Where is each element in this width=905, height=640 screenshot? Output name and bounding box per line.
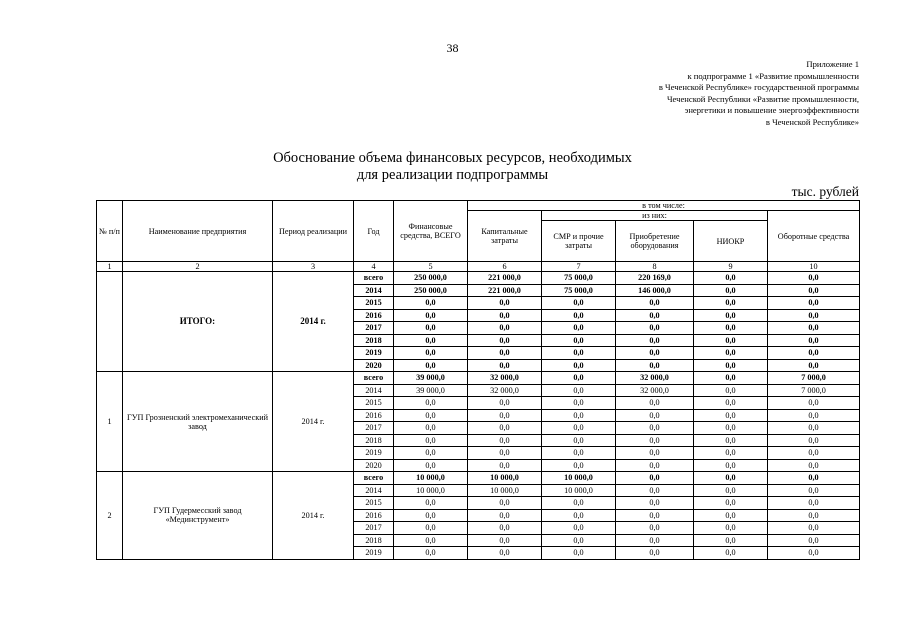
value-cell: 0,0 — [394, 509, 468, 522]
value-cell: 0,0 — [768, 397, 860, 410]
value-cell: 0,0 — [768, 547, 860, 560]
value-cell: 0,0 — [394, 534, 468, 547]
value-cell: 0,0 — [616, 522, 694, 535]
value-cell: 0,0 — [616, 397, 694, 410]
value-cell: 0,0 — [768, 284, 860, 297]
value-cell: 0,0 — [394, 434, 468, 447]
units-label: тыс. рублей — [791, 184, 859, 199]
value-cell: 146 000,0 — [616, 284, 694, 297]
column-number: 10 — [768, 262, 860, 272]
value-cell: 0,0 — [616, 347, 694, 360]
year-cell: всего — [354, 372, 394, 385]
page-number: 38 — [446, 41, 459, 55]
value-cell: 0,0 — [468, 447, 542, 460]
value-cell: 0,0 — [394, 547, 468, 560]
year-cell: 2015 — [354, 397, 394, 410]
value-cell: 250 000,0 — [394, 272, 468, 285]
value-cell: 0,0 — [394, 497, 468, 510]
value-cell: 0,0 — [542, 547, 616, 560]
value-cell: 0,0 — [394, 397, 468, 410]
year-cell: 2015 — [354, 297, 394, 310]
value-cell: 0,0 — [542, 522, 616, 535]
column-number: 2 — [123, 262, 273, 272]
value-cell: 0,0 — [468, 334, 542, 347]
year-cell: 2020 — [354, 359, 394, 372]
value-cell: 0,0 — [694, 359, 768, 372]
value-cell: 10 000,0 — [542, 484, 616, 497]
enterprise-name-cell: ГУП Гудермесский завод «Мединструмент» — [123, 472, 273, 560]
value-cell: 0,0 — [694, 484, 768, 497]
value-cell: 0,0 — [768, 272, 860, 285]
value-cell: 0,0 — [542, 397, 616, 410]
value-cell: 0,0 — [542, 322, 616, 335]
column-number: 3 — [273, 262, 354, 272]
header-niokr: НИОКР — [694, 221, 768, 262]
value-cell: 0,0 — [616, 359, 694, 372]
year-cell: 2017 — [354, 322, 394, 335]
year-cell: 2016 — [354, 409, 394, 422]
value-cell: 0,0 — [694, 334, 768, 347]
value-cell: 0,0 — [616, 534, 694, 547]
value-cell: 0,0 — [694, 497, 768, 510]
value-cell: 0,0 — [394, 459, 468, 472]
column-number: 6 — [468, 262, 542, 272]
value-cell: 0,0 — [542, 509, 616, 522]
value-cell: 0,0 — [768, 434, 860, 447]
value-cell: 0,0 — [768, 359, 860, 372]
value-cell: 0,0 — [468, 359, 542, 372]
value-cell: 0,0 — [468, 434, 542, 447]
header-year: Год — [354, 201, 394, 262]
header-capital: Капитальные затраты — [468, 211, 542, 262]
title-line-2: для реализации подпрограммы — [356, 167, 549, 183]
value-cell: 10 000,0 — [468, 484, 542, 497]
value-cell: 0,0 — [468, 459, 542, 472]
value-cell: 0,0 — [394, 522, 468, 535]
value-cell: 7 000,0 — [768, 384, 860, 397]
value-cell: 0,0 — [542, 297, 616, 310]
header-smr: СМР и прочие затраты — [542, 221, 616, 262]
value-cell: 0,0 — [394, 309, 468, 322]
appendix-line: к подпрограмме 1 «Развитие промышленности — [687, 70, 859, 81]
value-cell: 10 000,0 — [468, 472, 542, 485]
value-cell: 32 000,0 — [616, 372, 694, 385]
value-cell: 0,0 — [616, 309, 694, 322]
value-cell: 0,0 — [694, 284, 768, 297]
year-cell: 2017 — [354, 522, 394, 535]
year-cell: всего — [354, 272, 394, 285]
value-cell: 0,0 — [694, 434, 768, 447]
value-cell: 0,0 — [542, 422, 616, 435]
value-cell: 0,0 — [394, 422, 468, 435]
value-cell: 0,0 — [768, 522, 860, 535]
table-body — [97, 262, 860, 560]
period-cell: 2014 г. — [273, 472, 354, 560]
year-cell: 2018 — [354, 334, 394, 347]
enterprise-name-cell: ИТОГО: — [123, 272, 273, 372]
value-cell: 0,0 — [768, 309, 860, 322]
table-row — [97, 372, 860, 385]
value-cell: 0,0 — [468, 409, 542, 422]
header-including: в том числе: — [468, 201, 860, 211]
table-row — [97, 272, 860, 285]
column-number-row — [97, 262, 860, 272]
value-cell: 0,0 — [616, 497, 694, 510]
value-cell: 0,0 — [616, 484, 694, 497]
value-cell: 0,0 — [768, 447, 860, 460]
value-cell: 0,0 — [616, 547, 694, 560]
title-line-1: Обоснование объема финансовых ресурсов, необходимых — [273, 150, 632, 166]
value-cell: 0,0 — [616, 472, 694, 485]
value-cell: 0,0 — [768, 484, 860, 497]
value-cell: 0,0 — [694, 547, 768, 560]
value-cell: 32 000,0 — [468, 372, 542, 385]
value-cell: 32 000,0 — [616, 384, 694, 397]
value-cell: 0,0 — [542, 434, 616, 447]
value-cell: 10 000,0 — [542, 472, 616, 485]
value-cell: 0,0 — [468, 322, 542, 335]
value-cell: 0,0 — [468, 497, 542, 510]
period-cell: 2014 г. — [273, 372, 354, 472]
column-number: 4 — [354, 262, 394, 272]
column-number: 5 — [394, 262, 468, 272]
financial-table — [96, 200, 860, 560]
value-cell: 0,0 — [542, 497, 616, 510]
value-cell: 0,0 — [768, 472, 860, 485]
value-cell: 0,0 — [542, 347, 616, 360]
value-cell: 0,0 — [768, 334, 860, 347]
year-cell: 2018 — [354, 434, 394, 447]
value-cell: 0,0 — [394, 322, 468, 335]
value-cell: 0,0 — [542, 447, 616, 460]
table-row — [97, 472, 860, 485]
value-cell: 0,0 — [616, 409, 694, 422]
value-cell: 0,0 — [768, 509, 860, 522]
header-num: № п/п — [97, 201, 123, 262]
value-cell: 7 000,0 — [768, 372, 860, 385]
appendix-line: Чеченской Республики «Развитие промышленности, — [666, 93, 859, 104]
column-number: 8 — [616, 262, 694, 272]
value-cell: 0,0 — [468, 534, 542, 547]
year-cell: 2016 — [354, 309, 394, 322]
value-cell: 0,0 — [394, 347, 468, 360]
value-cell: 0,0 — [616, 322, 694, 335]
value-cell: 0,0 — [616, 459, 694, 472]
year-cell: 2019 — [354, 447, 394, 460]
year-cell: 2014 — [354, 284, 394, 297]
value-cell: 0,0 — [616, 297, 694, 310]
value-cell: 0,0 — [768, 422, 860, 435]
year-cell: 2014 — [354, 484, 394, 497]
period-cell: 2014 г. — [273, 272, 354, 372]
appendix-line: Приложение 1 — [806, 59, 859, 69]
year-cell: 2018 — [354, 534, 394, 547]
year-cell: 2020 — [354, 459, 394, 472]
value-cell: 0,0 — [616, 422, 694, 435]
value-cell: 0,0 — [694, 472, 768, 485]
value-cell: 0,0 — [394, 334, 468, 347]
value-cell: 0,0 — [542, 459, 616, 472]
value-cell: 0,0 — [542, 359, 616, 372]
value-cell: 0,0 — [468, 522, 542, 535]
value-cell: 0,0 — [694, 309, 768, 322]
value-cell: 0,0 — [694, 384, 768, 397]
value-cell: 10 000,0 — [394, 472, 468, 485]
value-cell: 0,0 — [468, 309, 542, 322]
value-cell: 0,0 — [542, 384, 616, 397]
column-number: 1 — [97, 262, 123, 272]
value-cell: 0,0 — [694, 522, 768, 535]
year-cell: 2016 — [354, 509, 394, 522]
value-cell: 0,0 — [694, 459, 768, 472]
header-equipment: Приобретение оборудования — [616, 221, 694, 262]
year-cell: 2014 — [354, 384, 394, 397]
column-number: 7 — [542, 262, 616, 272]
value-cell: 0,0 — [616, 434, 694, 447]
value-cell: 75 000,0 — [542, 272, 616, 285]
value-cell: 0,0 — [542, 534, 616, 547]
value-cell: 0,0 — [768, 297, 860, 310]
year-cell: 2019 — [354, 547, 394, 560]
value-cell: 0,0 — [468, 297, 542, 310]
year-cell: 2017 — [354, 422, 394, 435]
value-cell: 0,0 — [768, 347, 860, 360]
value-cell: 0,0 — [694, 372, 768, 385]
year-cell: всего — [354, 472, 394, 485]
header-period: Период реализации — [273, 201, 354, 262]
value-cell: 221 000,0 — [468, 284, 542, 297]
row-number-cell — [97, 272, 123, 372]
header-of-them: из них: — [542, 211, 768, 221]
value-cell: 0,0 — [468, 547, 542, 560]
value-cell: 0,0 — [768, 322, 860, 335]
value-cell: 0,0 — [616, 334, 694, 347]
column-number: 9 — [694, 262, 768, 272]
value-cell: 0,0 — [542, 309, 616, 322]
enterprise-name-cell: ГУП Грозненский электромеханический завод — [123, 372, 273, 472]
row-number-cell: 1 — [97, 372, 123, 472]
appendix-note — [659, 59, 859, 129]
value-cell: 0,0 — [694, 447, 768, 460]
value-cell: 0,0 — [768, 409, 860, 422]
year-cell: 2015 — [354, 497, 394, 510]
value-cell: 0,0 — [694, 322, 768, 335]
value-cell: 0,0 — [768, 497, 860, 510]
value-cell: 0,0 — [394, 409, 468, 422]
value-cell: 0,0 — [394, 359, 468, 372]
value-cell: 0,0 — [542, 409, 616, 422]
header-total: Финансовые средства, ВСЕГО — [394, 201, 468, 262]
value-cell: 0,0 — [616, 509, 694, 522]
value-cell: 250 000,0 — [394, 284, 468, 297]
value-cell: 0,0 — [694, 422, 768, 435]
value-cell: 0,0 — [694, 397, 768, 410]
value-cell: 0,0 — [394, 447, 468, 460]
value-cell: 0,0 — [694, 272, 768, 285]
header-working: Оборотные средства — [768, 211, 860, 262]
value-cell: 75 000,0 — [542, 284, 616, 297]
value-cell: 32 000,0 — [468, 384, 542, 397]
year-cell: 2019 — [354, 347, 394, 360]
value-cell: 0,0 — [694, 509, 768, 522]
value-cell: 0,0 — [542, 334, 616, 347]
value-cell: 221 000,0 — [468, 272, 542, 285]
appendix-line: в Чеченской Республике» государственной программы — [658, 82, 859, 93]
value-cell: 39 000,0 — [394, 384, 468, 397]
appendix-line: энергетики и повышение энергоэффективности — [684, 105, 859, 116]
value-cell: 0,0 — [768, 534, 860, 547]
header-name: Наименование предприятия — [123, 201, 273, 262]
value-cell: 39 000,0 — [394, 372, 468, 385]
appendix-line: в Чеченской Республике» — [765, 116, 859, 127]
value-cell: 0,0 — [542, 372, 616, 385]
value-cell: 0,0 — [468, 509, 542, 522]
value-cell: 0,0 — [394, 297, 468, 310]
value-cell: 0,0 — [468, 347, 542, 360]
value-cell: 0,0 — [694, 409, 768, 422]
value-cell: 220 169,0 — [616, 272, 694, 285]
document-title — [0, 150, 905, 184]
row-number-cell: 2 — [97, 472, 123, 560]
value-cell: 0,0 — [768, 459, 860, 472]
value-cell: 0,0 — [468, 422, 542, 435]
value-cell: 0,0 — [616, 447, 694, 460]
value-cell: 0,0 — [694, 297, 768, 310]
value-cell: 0,0 — [694, 534, 768, 547]
value-cell: 0,0 — [468, 397, 542, 410]
value-cell: 0,0 — [694, 347, 768, 360]
value-cell: 10 000,0 — [394, 484, 468, 497]
